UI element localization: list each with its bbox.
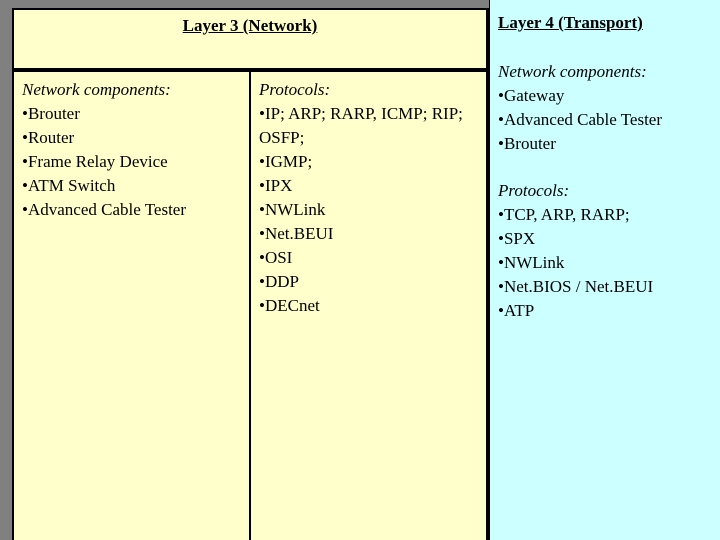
bullet-icon: • xyxy=(22,104,28,123)
layer4-components-list xyxy=(498,84,662,156)
layer3-components-list xyxy=(22,102,186,222)
bullet-icon: • xyxy=(259,200,265,219)
layer3-header-cell xyxy=(12,8,489,70)
layer3-components-block xyxy=(22,78,186,222)
list-item-text: Brouter xyxy=(27,104,80,123)
list-item-text: SPX xyxy=(503,229,536,248)
list-item xyxy=(498,132,662,156)
list-item xyxy=(498,251,653,275)
list-item-text: DDP xyxy=(264,272,299,291)
layer4-cell xyxy=(489,0,720,540)
bullet-icon: • xyxy=(498,253,504,272)
list-item xyxy=(22,174,186,198)
layer3-protocols-cell xyxy=(251,70,489,540)
list-item xyxy=(259,270,474,294)
list-item xyxy=(22,102,186,126)
layer4-protocols-block xyxy=(498,179,653,323)
list-item xyxy=(259,174,474,198)
list-item-text: NWLink xyxy=(264,200,326,219)
bullet-icon: • xyxy=(22,200,28,219)
list-item xyxy=(22,126,186,150)
layer3-title: Layer 3 (Network) xyxy=(182,16,318,35)
bullet-icon: • xyxy=(498,301,504,320)
bullet-icon: • xyxy=(259,176,265,195)
list-item-text: Net.BIOS / Net.BEUI xyxy=(503,277,654,296)
bullet-icon: • xyxy=(498,205,504,224)
bullet-icon: • xyxy=(259,272,265,291)
bullet-icon: • xyxy=(259,248,265,267)
list-item xyxy=(259,150,474,174)
list-item-text: Advanced Cable Tester xyxy=(27,200,186,219)
bullet-icon: • xyxy=(259,152,265,171)
bullet-icon: • xyxy=(498,86,504,105)
layer4-components-block xyxy=(498,60,662,156)
list-item xyxy=(498,299,653,323)
list-item-text: ATP xyxy=(503,301,535,320)
bullet-icon: • xyxy=(22,128,28,147)
bullet-icon: • xyxy=(498,110,504,129)
list-item xyxy=(498,275,653,299)
list-item xyxy=(22,150,186,174)
list-item-text: NWLink xyxy=(503,253,565,272)
layer3-protocols-list xyxy=(259,102,474,318)
list-item xyxy=(22,198,186,222)
layer3-components-cell xyxy=(12,70,251,540)
bullet-icon: • xyxy=(22,176,28,195)
bullet-icon: • xyxy=(259,296,265,315)
layer4-title: Layer 4 (Transport) xyxy=(498,13,643,32)
bullet-icon: • xyxy=(259,224,265,243)
bullet-icon: • xyxy=(498,134,504,153)
list-item xyxy=(498,108,662,132)
list-item-text: ATM Switch xyxy=(27,176,116,195)
list-item-text: Frame Relay Device xyxy=(27,152,168,171)
bullet-icon: • xyxy=(22,152,28,171)
layer3-protocols-heading: Protocols: xyxy=(259,80,331,99)
list-item xyxy=(498,84,662,108)
list-item xyxy=(498,227,653,251)
list-item-text: Brouter xyxy=(503,134,556,153)
bullet-icon: • xyxy=(498,277,504,296)
bullet-icon: • xyxy=(259,104,265,123)
layer3-components-heading: Network components: xyxy=(22,80,171,99)
list-item xyxy=(259,222,474,246)
layer4-protocols-heading: Protocols: xyxy=(498,181,570,200)
bullet-icon: • xyxy=(498,229,504,248)
layer3-protocols-block xyxy=(259,78,474,318)
slide-frame xyxy=(12,0,720,540)
list-item-text: IP; ARP; RARP, ICMP; RIP; OSFP; xyxy=(259,104,463,147)
list-item-text: OSI xyxy=(264,248,293,267)
list-item-text: IGMP; xyxy=(264,152,313,171)
list-item-text: TCP, ARP, RARP; xyxy=(503,205,630,224)
list-item xyxy=(259,246,474,270)
list-item-text: Gateway xyxy=(503,86,565,105)
list-item xyxy=(259,198,474,222)
list-item-text: Net.BEUI xyxy=(264,224,334,243)
list-item-text: DECnet xyxy=(264,296,320,315)
layer4-components-heading: Network components: xyxy=(498,62,647,81)
list-item xyxy=(259,102,474,150)
list-item xyxy=(498,203,653,227)
list-item xyxy=(259,294,474,318)
list-item-text: Router xyxy=(27,128,75,147)
layer4-protocols-list xyxy=(498,203,653,323)
list-item-text: IPX xyxy=(264,176,293,195)
list-item-text: Advanced Cable Tester xyxy=(503,110,662,129)
